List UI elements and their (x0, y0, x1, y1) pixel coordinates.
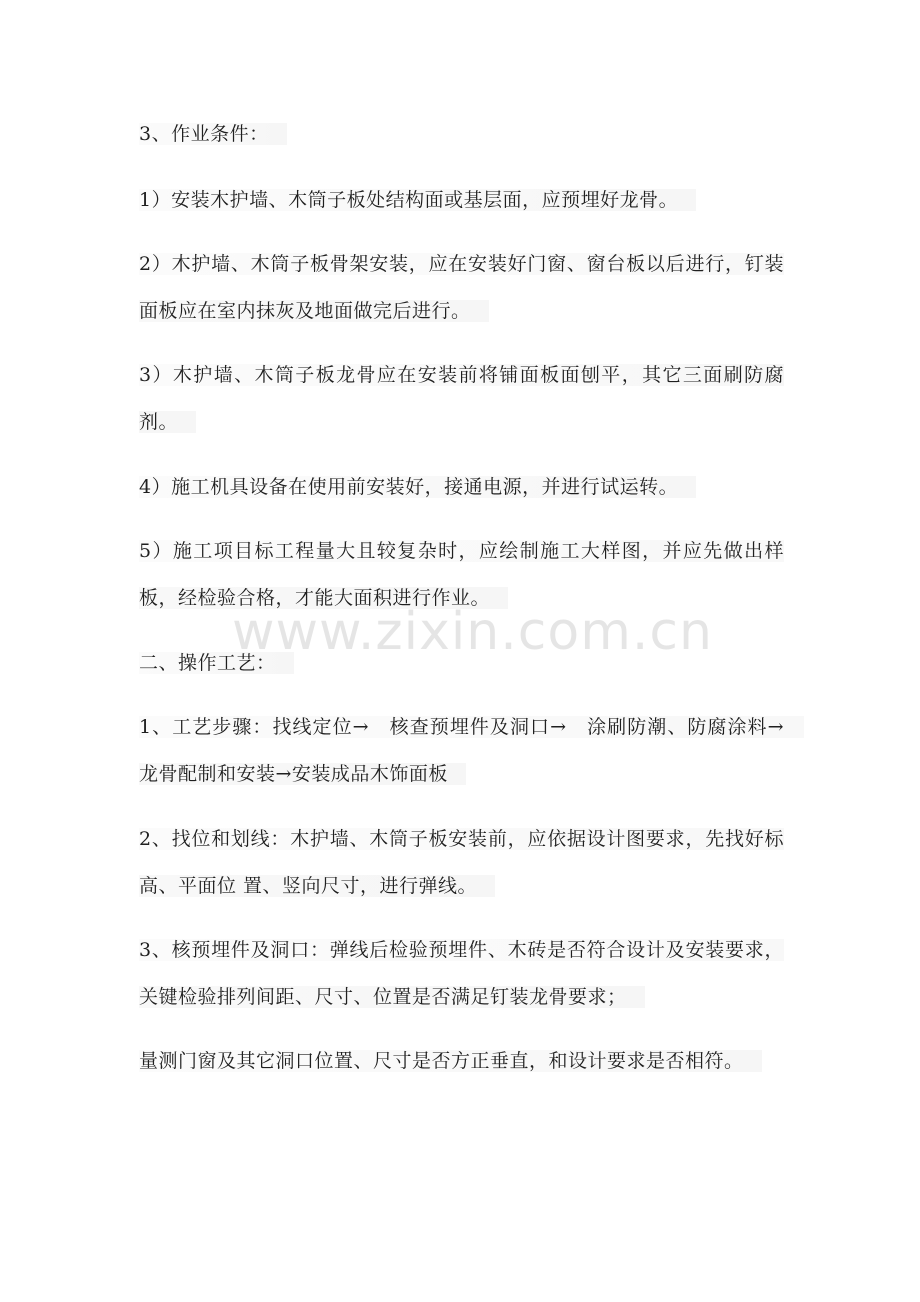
paragraph-condition-1 (139, 177, 784, 224)
paragraph-text: 3、核预埋件及洞口：弹线后检验预埋件、木砖是否符合设计及安装要求，关键检验排列间距、尺寸、位置是否满足钉装龙骨要求； (139, 939, 784, 1008)
paragraph-condition-5 (139, 528, 784, 622)
paragraph-embedded-parts (139, 927, 784, 1021)
paragraph-text: 5）施工项目标工程量大且较复杂时，应绘制施工大样图，并应先做出样板，经检验合格，才能大面积进行作业。 (139, 540, 784, 609)
paragraph-text: 二、操作工艺： (139, 652, 294, 674)
paragraph-openings-check (139, 1038, 784, 1085)
section-heading-operation-process (139, 640, 784, 687)
paragraph-positioning (139, 816, 784, 910)
paragraph-condition-2 (139, 241, 784, 335)
paragraph-text: 2、找位和划线：木护墙、木筒子板安装前，应依据设计图要求，先找好标高、平面位 置、竖向尺寸，进行弹线。 (139, 828, 784, 897)
paragraph-process-steps (139, 704, 804, 798)
paragraph-text: 4）施工机具设备在使用前安装好，接通电源，并进行试运转。 (139, 476, 696, 498)
section-heading-work-conditions (139, 111, 784, 158)
watermark: www.zixin.com.cn (232, 602, 713, 662)
paragraph-text: 量测门窗及其它洞口位置、尺寸是否方正垂直，和设计要求是否相符。 (139, 1050, 762, 1072)
paragraph-text: 2）木护墙、木筒子板骨架安装，应在安装好门窗、窗台板以后进行，钉装面板应在室内抹灰及地面做完后进行。 (139, 253, 784, 322)
paragraph-condition-4 (139, 464, 784, 511)
paragraph-text: 3、作业条件： (139, 123, 287, 145)
paragraph-condition-3 (139, 352, 784, 446)
paragraph-text: 1、工艺步骤：找线定位→ 核查预埋件及洞口→ 涂刷防潮、防腐涂料→ 龙骨配制和安装→安装成品木饰面板 (139, 716, 804, 785)
paragraph-text: 1）安装木护墙、木筒子板处结构面或基层面，应预埋好龙骨。 (139, 189, 696, 211)
paragraph-text: 3）木护墙、木筒子板龙骨应在安装前将铺面板面刨平，其它三面刷防腐剂。 (139, 364, 784, 433)
